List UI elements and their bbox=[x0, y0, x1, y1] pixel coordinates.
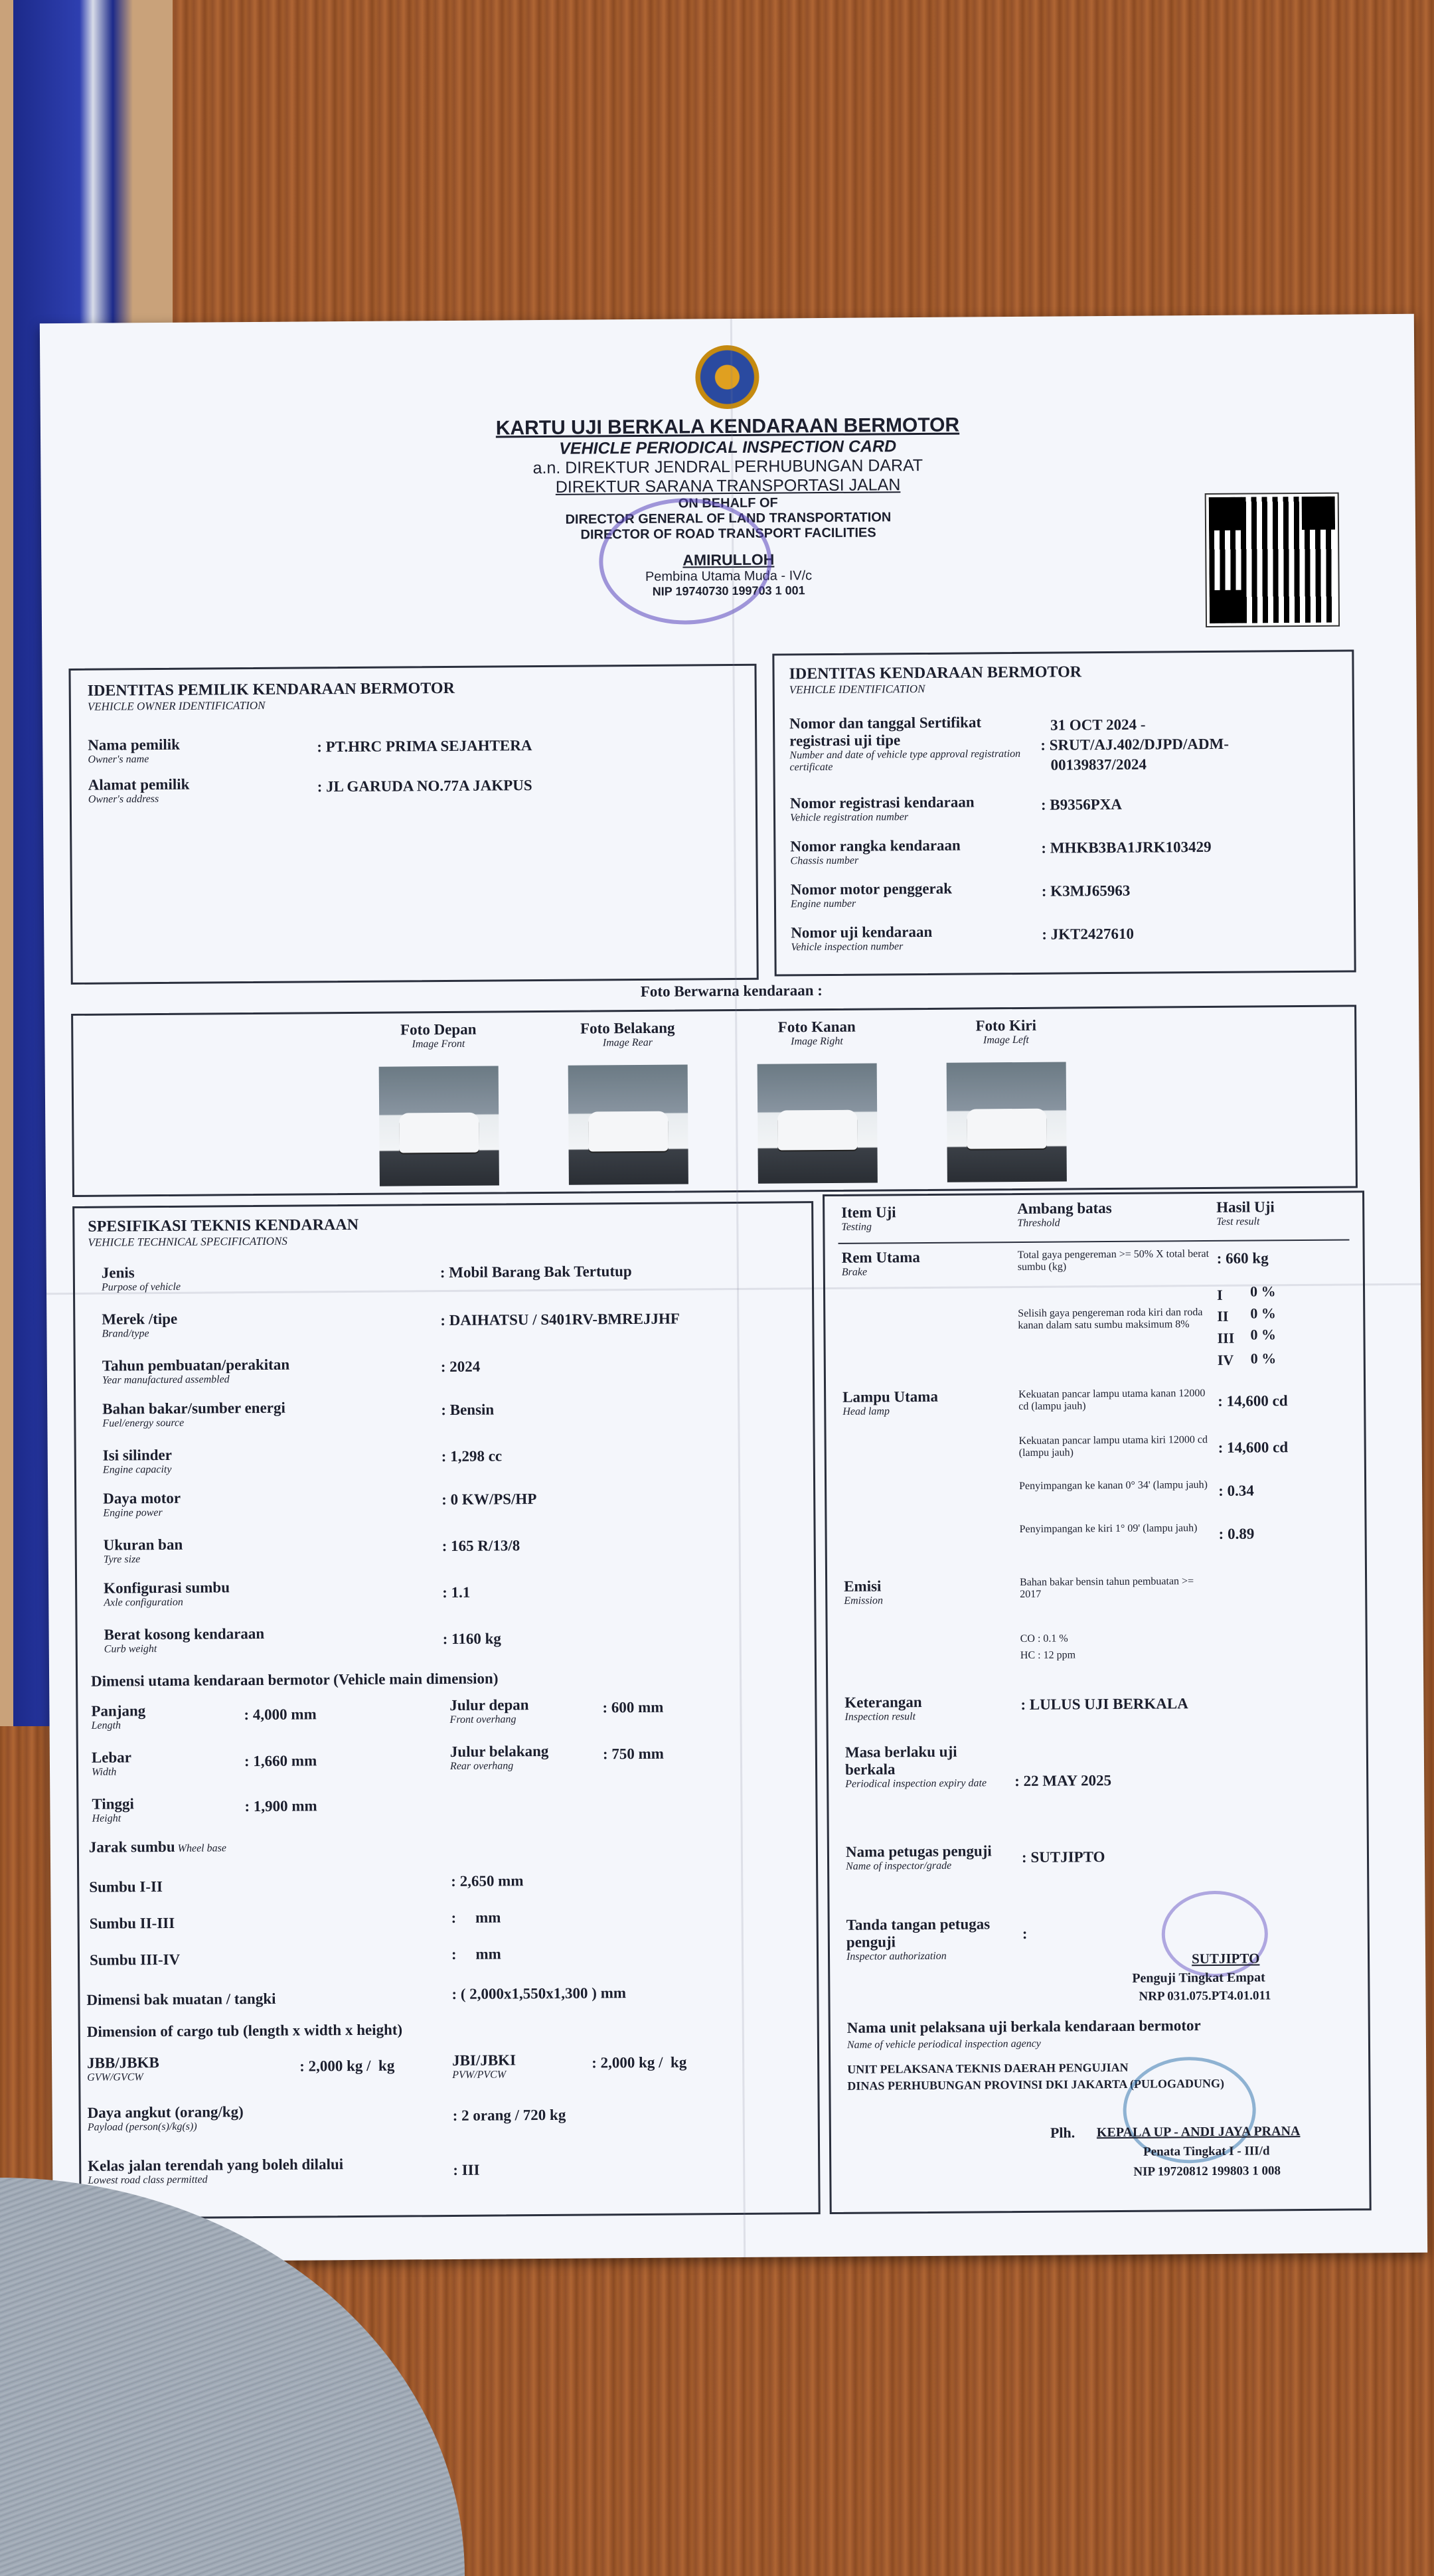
spec-purpose-label: Jenis bbox=[101, 1264, 135, 1281]
axle-1-2-label: Sumbu I-II bbox=[89, 1878, 163, 1895]
photos-title: Foto Berwarna kendaraan : bbox=[640, 982, 823, 1000]
owner-name-label-en: Owner's name bbox=[88, 754, 149, 765]
dim-front-oh-value: : 600 mm bbox=[602, 1698, 664, 1716]
dim-height-label-en: Height bbox=[92, 1812, 121, 1824]
inspector-value: : SUTJIPTO bbox=[1021, 1848, 1105, 1866]
vehicle-title-en: VEHICLE IDENTIFICATION bbox=[789, 682, 925, 696]
specs-title: SPESIFIKASI TEKNIS KENDARAAN bbox=[88, 1216, 359, 1236]
spec-year-label-en: Year manufactured assembled bbox=[102, 1374, 230, 1386]
spec-power-value: : 0 KW/PS/HP bbox=[441, 1490, 537, 1508]
signature-label-en: Inspector authorization bbox=[846, 1950, 947, 1963]
photo-front-label-en: Image Front bbox=[412, 1038, 465, 1050]
result-label-en: Inspection result bbox=[844, 1711, 916, 1723]
photo-right-caption bbox=[737, 1018, 896, 1048]
col-result-label-en: Test result bbox=[1216, 1216, 1260, 1228]
spec-year-label: Tahun pembuatan/perakitan bbox=[102, 1356, 290, 1374]
car-icon bbox=[588, 1111, 668, 1152]
payload-label-en: Payload (person(s)/kg(s)) bbox=[87, 2121, 197, 2133]
dim-rear-oh-row bbox=[450, 1743, 549, 1773]
photo-right-label-en: Image Right bbox=[791, 1035, 843, 1048]
inspector-sig-name: SUTJIPTO bbox=[1191, 1950, 1260, 1967]
spec-weight-value: : 1160 kg bbox=[442, 1630, 501, 1648]
emission-label-en: Emission bbox=[844, 1595, 884, 1607]
brake-threshold-2: Selisih gaya pengereman roda kiri dan roda kanan dalam satu sumbu maksimum 8% bbox=[1018, 1307, 1203, 1332]
inspector-nrp: NRP 031.075.PT4.01.011 bbox=[1139, 1988, 1271, 2004]
signature-label: Tanda tangan petugas penguji bbox=[846, 1915, 991, 1951]
brake-label-en: Brake bbox=[841, 1266, 868, 1278]
chassis-row bbox=[790, 837, 961, 868]
axle-1-2-value: : 2,650 mm bbox=[451, 1872, 524, 1890]
owner-name-label: Nama pemilik bbox=[88, 736, 180, 754]
jbb-row bbox=[87, 2054, 159, 2084]
spec-cc-row bbox=[103, 1447, 172, 1477]
dim-length-label-en: Length bbox=[91, 1720, 121, 1731]
photo-left-label: Foto Kiri bbox=[975, 1016, 1037, 1034]
axle-3-4-label: Sumbu III-IV bbox=[89, 1951, 181, 1969]
jbi-value: : 2,000 kg / kg bbox=[592, 2053, 687, 2071]
spec-power-row bbox=[103, 1490, 181, 1520]
tests-section bbox=[823, 1190, 1372, 2214]
photo-left-label-en: Image Left bbox=[983, 1034, 1029, 1046]
payload-label: Daya angkut (orang/kg) bbox=[87, 2103, 244, 2121]
official-nip: NIP 19740730 199703 1 001 bbox=[652, 584, 805, 598]
brake-axle-1-value: 0 % bbox=[1249, 1283, 1276, 1300]
spec-brand-label: Merek /tipe bbox=[102, 1310, 178, 1328]
directorate-stamp bbox=[599, 498, 772, 625]
official-name: AMIRULLOH bbox=[682, 550, 775, 569]
spec-power-label-en: Engine power bbox=[103, 1507, 163, 1519]
lamp-threshold-2: Kekuatan pancar lampu utama kiri 12000 cd (lampu jauh) bbox=[1018, 1434, 1208, 1459]
spec-tyre-label: Ukuran ban bbox=[103, 1536, 183, 1554]
head-rank: Penata Tingkat I - III/d bbox=[1143, 2144, 1270, 2159]
spec-tyre-label-en: Tyre size bbox=[103, 1554, 141, 1566]
inspection-card bbox=[40, 314, 1427, 2262]
spec-weight-row bbox=[104, 1625, 265, 1656]
photo-front-label: Foto Depan bbox=[400, 1020, 477, 1038]
issuer-en-2: DIRECTOR OF ROAD TRANSPORT FACILITIES bbox=[580, 525, 876, 542]
spec-weight-label-en: Curb weight bbox=[104, 1643, 157, 1655]
road-class-label-en: Lowest road class permitted bbox=[88, 2174, 208, 2186]
spec-fuel-label-en: Fuel/energy source bbox=[102, 1417, 185, 1429]
col-result-label: Hasil Uji bbox=[1216, 1198, 1275, 1216]
spec-axle-label: Konfigurasi sumbu bbox=[104, 1579, 230, 1597]
dim-width-row bbox=[92, 1749, 131, 1778]
brake-axle-3-value: 0 % bbox=[1250, 1326, 1277, 1343]
photo-rear bbox=[568, 1064, 688, 1184]
car-icon bbox=[967, 1109, 1046, 1149]
engine-label: Nomor motor penggerak bbox=[790, 880, 953, 898]
dim-width-label: Lebar bbox=[91, 1749, 132, 1766]
brake-axle-2-value: 0 % bbox=[1250, 1305, 1276, 1322]
dim-rear-oh-value: : 750 mm bbox=[602, 1745, 664, 1763]
emission-threshold: Bahan bakar bensin tahun pembuatan >= 2017 bbox=[1020, 1575, 1194, 1601]
dim-height-row bbox=[92, 1795, 134, 1824]
result-item bbox=[844, 1694, 922, 1724]
dim-height-value: : 1,900 mm bbox=[244, 1797, 317, 1815]
dim-title: Dimensi utama kendaraan bermotor (Vehicle main dimension) bbox=[91, 1670, 499, 1690]
col-item-header bbox=[841, 1204, 896, 1234]
lamp-result-4: : 0.89 bbox=[1218, 1525, 1255, 1542]
cargo-value: : ( 2,000x1,550x1,300 ) mm bbox=[451, 1984, 627, 2002]
card-subtitle: VEHICLE PERIODICAL INSPECTION CARD bbox=[559, 437, 897, 458]
road-class-value: : III bbox=[453, 2161, 480, 2178]
card-title: KARTU UJI BERKALA KENDARAAN BERMOTOR bbox=[495, 414, 960, 440]
brake-axle-1-label: I bbox=[1217, 1286, 1223, 1303]
reg-value: : B9356PXA bbox=[1040, 795, 1123, 813]
spec-fuel-value: : Bensin bbox=[441, 1401, 495, 1419]
lamp-label: Lampu Utama bbox=[842, 1388, 939, 1406]
spec-year-value: : 2024 bbox=[440, 1358, 481, 1376]
qr-code bbox=[1206, 494, 1338, 626]
issuer-line-1: a.n. DIREKTUR JENDRAL PERHUBUNGAN DARAT bbox=[532, 455, 923, 478]
emission-co: CO : 0.1 % bbox=[1020, 1633, 1068, 1645]
lamp-item bbox=[842, 1388, 938, 1418]
axle-2-3-label: Sumbu II-III bbox=[89, 1914, 175, 1932]
lamp-threshold-1: Kekuatan pancar lampu utama kanan 12000 cd (lampu jauh) bbox=[1018, 1388, 1206, 1413]
spec-cc-value: : 1,298 cc bbox=[441, 1447, 503, 1465]
inspector-label-en: Name of inspector/grade bbox=[846, 1860, 952, 1872]
wheelbase-label-en: Wheel base bbox=[177, 1842, 226, 1854]
spec-year-row bbox=[102, 1356, 290, 1387]
brake-item bbox=[842, 1249, 920, 1279]
brake-axle-3-label: III bbox=[1217, 1329, 1235, 1346]
owner-address-value: : JL GARUDA NO.77A JAKPUS bbox=[317, 777, 532, 795]
dim-width-label-en: Width bbox=[92, 1766, 117, 1778]
test-no-row bbox=[791, 924, 932, 953]
chassis-label: Nomor rangka kendaraan bbox=[790, 837, 961, 855]
cargo-en: Dimension of cargo tub (length x width x height) bbox=[86, 2021, 403, 2040]
dim-front-oh-row bbox=[449, 1696, 528, 1726]
head-prefix: Plh. bbox=[1050, 2124, 1076, 2141]
col-threshold-label-en: Threshold bbox=[1017, 1217, 1060, 1230]
signature-colon: : bbox=[1022, 1925, 1028, 1942]
head-title: KEPALA UP - ANDI JAYA PRANA bbox=[1096, 2124, 1301, 2140]
unit-label: Nama unit pelaksana uji berkala kendaraan bermotor bbox=[846, 2017, 1201, 2036]
cert-row bbox=[789, 714, 1036, 774]
unit-label-en: Name of vehicle periodical inspection agency bbox=[846, 2038, 1041, 2051]
photo-left-caption bbox=[926, 1016, 1085, 1047]
owner-address-row bbox=[88, 776, 190, 806]
issuer-en-1: DIRECTOR GENERAL OF LAND TRANSPORTATION bbox=[565, 510, 892, 527]
spec-brand-label-en: Brand/type bbox=[102, 1328, 149, 1340]
dim-rear-oh-label: Julur belakang bbox=[449, 1742, 549, 1760]
photo-rear-label-en: Image Rear bbox=[602, 1036, 653, 1049]
dim-front-oh-label: Julur depan bbox=[449, 1696, 529, 1714]
jbb-label: JBB/JBKB bbox=[87, 2054, 159, 2071]
axle-2-3-value: : mm bbox=[451, 1909, 501, 1926]
test-no-value: : JKT2427610 bbox=[1042, 925, 1135, 943]
jbb-value: : 2,000 kg / kg bbox=[299, 2057, 395, 2075]
header-divider bbox=[838, 1240, 1350, 1244]
expiry-label: Masa berlaku uji berkala bbox=[844, 1743, 957, 1778]
test-no-label-en: Vehicle inspection number bbox=[791, 941, 904, 953]
wheelbase-label: Jarak sumbu bbox=[88, 1838, 175, 1856]
owner-section bbox=[68, 664, 758, 985]
photos-section bbox=[71, 1005, 1358, 1197]
lamp-result-1: : 14,600 cd bbox=[1218, 1392, 1288, 1409]
expiry-value: : 22 MAY 2025 bbox=[1014, 1772, 1112, 1790]
cargo-label: Dimensi bak muatan / tangki bbox=[86, 1990, 276, 2008]
engine-value: : K3MJ65963 bbox=[1041, 882, 1131, 900]
dim-length-row bbox=[91, 1702, 145, 1732]
head-nip: NIP 19720812 199803 1 008 bbox=[1133, 2164, 1281, 2179]
col-item-label: Item Uji bbox=[841, 1204, 896, 1221]
dim-rear-oh-label-en: Rear overhang bbox=[449, 1760, 514, 1772]
col-threshold-header bbox=[1017, 1200, 1112, 1230]
spec-purpose-value: : Mobil Barang Bak Tertutup bbox=[439, 1263, 632, 1281]
owner-name-value: : PT.HRC PRIMA SEJAHTERA bbox=[317, 737, 532, 756]
emission-item bbox=[844, 1577, 883, 1607]
brake-result-1: : 660 kg bbox=[1216, 1249, 1269, 1267]
car-icon bbox=[399, 1113, 479, 1153]
spec-weight-label: Berat kosong kendaraan bbox=[104, 1625, 265, 1643]
brake-axle-4-value: 0 % bbox=[1250, 1350, 1277, 1367]
cert-value-3: 00139837/2024 bbox=[1050, 756, 1147, 773]
reg-label-en: Vehicle registration number bbox=[789, 811, 909, 824]
spec-cc-label-en: Engine capacity bbox=[102, 1463, 172, 1476]
spec-fuel-label: Bahan bakar/sumber energi bbox=[102, 1399, 285, 1417]
lamp-label-en: Head lamp bbox=[842, 1406, 890, 1417]
emission-label: Emisi bbox=[844, 1577, 882, 1595]
owner-address-label: Alamat pemilik bbox=[88, 775, 190, 793]
brake-axle-2-label: II bbox=[1217, 1307, 1229, 1325]
issuer-line-2: DIREKTUR SARANA TRANSPORTASI JALAN bbox=[555, 475, 901, 497]
vehicle-section bbox=[772, 649, 1356, 976]
ministry-emblem-icon bbox=[695, 345, 759, 410]
lamp-result-3: : 0.34 bbox=[1218, 1482, 1254, 1499]
photo-right bbox=[757, 1063, 878, 1183]
col-result-header bbox=[1216, 1198, 1275, 1228]
inspector-item bbox=[846, 1842, 1005, 1873]
vehicle-title: IDENTITAS KENDARAAN BERMOTOR bbox=[789, 663, 1082, 683]
col-threshold-label: Ambang batas bbox=[1017, 1200, 1112, 1218]
owner-name-row bbox=[88, 736, 180, 766]
road-class-row bbox=[88, 2156, 343, 2187]
photo-right-label: Foto Kanan bbox=[777, 1018, 856, 1036]
spec-brand-row bbox=[102, 1311, 177, 1340]
brake-label: Rem Utama bbox=[841, 1249, 920, 1266]
spec-power-label: Daya motor bbox=[103, 1489, 181, 1507]
spec-cc-label: Isi silinder bbox=[102, 1446, 172, 1464]
photo-rear-caption bbox=[548, 1019, 707, 1050]
spec-brand-value: : DAIHATSU / S401RV-BMREJJHF bbox=[440, 1310, 680, 1329]
owner-title: IDENTITAS PEMILIK KENDARAAN BERMOTOR bbox=[87, 679, 455, 700]
test-no-label: Nomor uji kendaraan bbox=[791, 923, 933, 941]
emission-hc: HC : 12 ppm bbox=[1020, 1649, 1076, 1661]
engine-label-en: Engine number bbox=[790, 898, 856, 910]
cert-label-en: Number and date of vehicle type approval registration certificate bbox=[789, 748, 1021, 773]
specs-section bbox=[72, 1201, 821, 2219]
engine-row bbox=[791, 880, 952, 911]
expiry-label-en: Periodical inspection expiry date bbox=[845, 1777, 987, 1790]
spec-axle-label-en: Axle configuration bbox=[104, 1596, 183, 1609]
road-class-label: Kelas jalan terendah yang boleh dilalui bbox=[88, 2156, 344, 2174]
unit-line-1: UNIT PELAKSANA TEKNIS DAERAH PENGUJIAN bbox=[847, 2060, 1129, 2076]
signature-item bbox=[846, 1915, 1012, 1963]
brake-threshold-1: Total gaya pengereman >= 50% X total berat sumbu (kg) bbox=[1017, 1248, 1210, 1273]
inspector-label: Nama petugas penguji bbox=[845, 1842, 992, 1860]
cert-label: Nomor dan tanggal Sertifikat registrasi uji tipe bbox=[789, 714, 982, 750]
photo-front bbox=[379, 1066, 499, 1186]
dim-height-label: Tinggi bbox=[92, 1795, 134, 1812]
car-icon bbox=[777, 1110, 857, 1151]
col-item-label-en: Testing bbox=[841, 1221, 872, 1233]
axle-3-4-value: : mm bbox=[451, 1945, 501, 1963]
dim-front-oh-label-en: Front overhang bbox=[449, 1714, 517, 1726]
lamp-result-2: : 14,600 cd bbox=[1218, 1439, 1289, 1456]
lamp-threshold-3: Penyimpangan ke kanan 0° 34' (lampu jauh) bbox=[1019, 1479, 1208, 1492]
brake-axle-4-label: IV bbox=[1217, 1351, 1234, 1368]
chassis-value: : MHKB3BA1JRK103429 bbox=[1041, 838, 1212, 856]
jbi-label-en: PVW/PVCW bbox=[452, 2069, 507, 2081]
spec-fuel-row bbox=[102, 1400, 285, 1430]
dim-length-value: : 4,000 mm bbox=[244, 1706, 317, 1724]
wheelbase-heading bbox=[89, 1838, 226, 1856]
jbi-label: JBI/JBKI bbox=[452, 2052, 517, 2069]
owner-address-label-en: Owner's address bbox=[88, 793, 159, 805]
result-label: Keterangan bbox=[844, 1694, 922, 1711]
spec-axle-row bbox=[104, 1579, 230, 1609]
result-value: : LULUS UJI BERKALA bbox=[1020, 1695, 1188, 1713]
owner-title-en: VEHICLE OWNER IDENTIFICATION bbox=[87, 698, 266, 713]
reg-label: Nomor registrasi kendaraan bbox=[789, 793, 975, 812]
reg-row bbox=[790, 793, 975, 824]
payload-row bbox=[88, 2103, 244, 2134]
specs-title-en: VEHICLE TECHNICAL SPECIFICATIONS bbox=[88, 1234, 287, 1249]
payload-value: : 2 orang / 720 kg bbox=[452, 2106, 566, 2124]
dim-width-value: : 1,660 mm bbox=[244, 1752, 317, 1770]
photo-left bbox=[947, 1062, 1067, 1182]
jbb-label-en: GVW/GVCW bbox=[87, 2071, 143, 2083]
cert-value-2: : SRUT/AJ.402/DJPD/ADM- bbox=[1040, 735, 1230, 754]
jbi-row bbox=[452, 2052, 516, 2081]
on-behalf: ON BEHALF OF bbox=[678, 495, 778, 511]
dim-length-label: Panjang bbox=[91, 1702, 146, 1720]
official-rank: Pembina Utama Muda - IV/c bbox=[645, 568, 813, 584]
unit-line-2: DINAS PERHUBUNGAN PROVINSI DKI JAKARTA (PULOGADUNG) bbox=[847, 2076, 1225, 2093]
spec-axle-value: : 1.1 bbox=[442, 1583, 471, 1601]
photo-rear-label: Foto Belakang bbox=[580, 1019, 675, 1037]
chassis-label-en: Chassis number bbox=[790, 854, 859, 867]
spec-purpose-label-en: Purpose of vehicle bbox=[101, 1281, 181, 1293]
photo-front-caption bbox=[358, 1020, 518, 1051]
lamp-threshold-4: Penyimpangan ke kiri 1° 09' (lampu jauh) bbox=[1019, 1522, 1198, 1536]
expiry-item bbox=[845, 1743, 1004, 1791]
spec-tyre-value: : 165 R/13/8 bbox=[441, 1537, 520, 1555]
spec-tyre-row bbox=[104, 1536, 183, 1566]
spec-purpose-row bbox=[102, 1264, 181, 1294]
inspector-rank: Penguji Tingkat Empat bbox=[1132, 1970, 1265, 1986]
cert-value-1: 31 OCT 2024 - bbox=[1050, 716, 1146, 734]
